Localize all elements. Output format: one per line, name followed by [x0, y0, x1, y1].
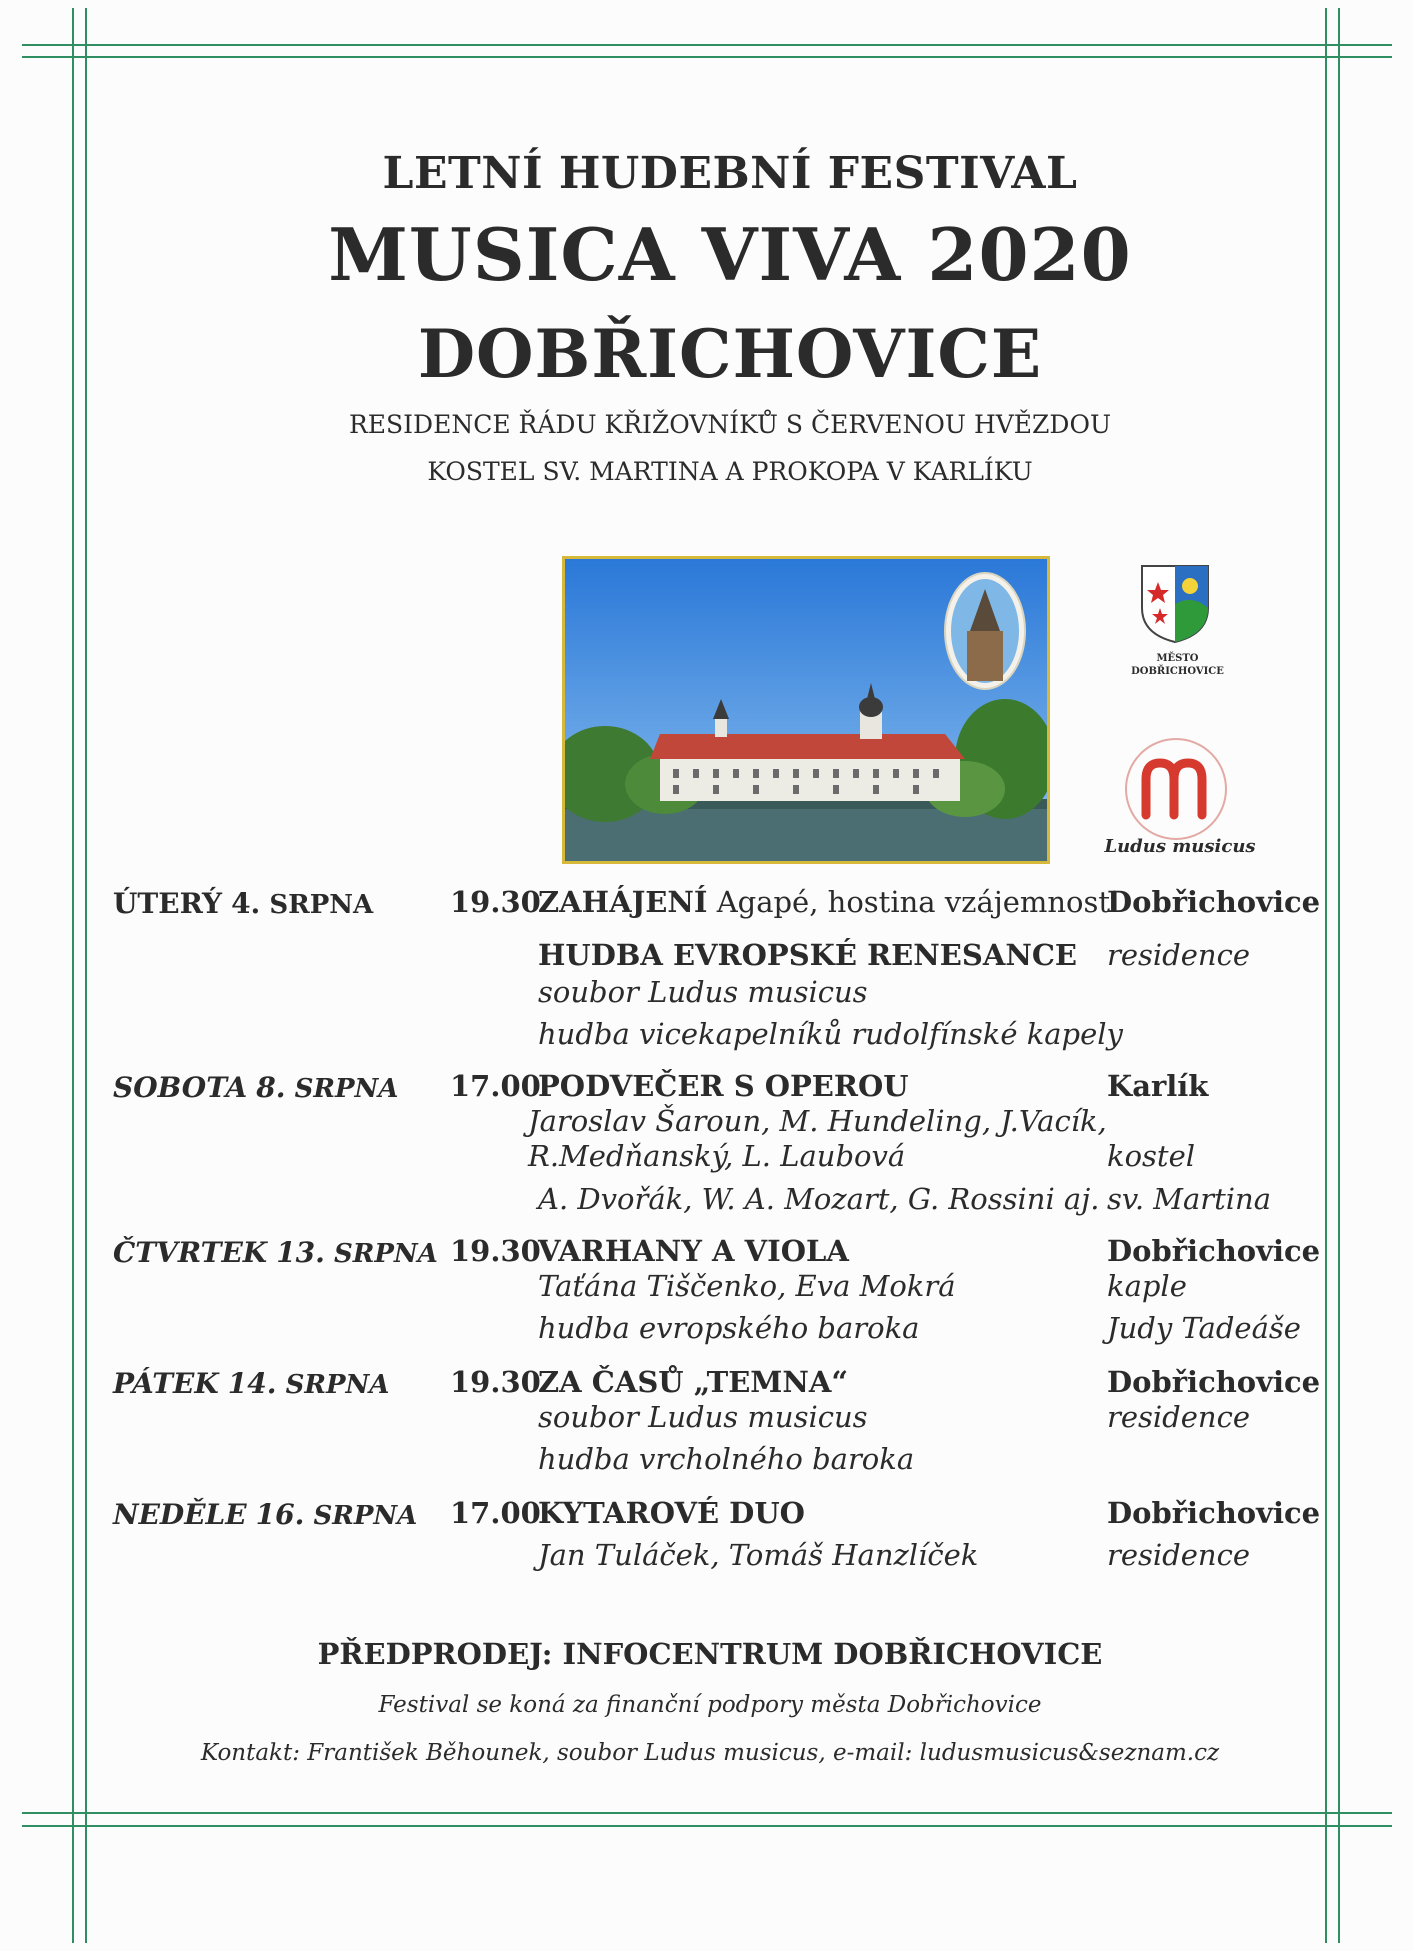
contact-info: Kontakt: František Běhounek, soubor Ludus musicus, e-mail: ludusmusicus&seznam.cz — [200, 1740, 1220, 1766]
event-3-title: VARHANY A VIOLA — [538, 1234, 849, 1268]
event-4-line-1: soubor Ludus musicus — [538, 1400, 868, 1434]
event-1-line-2: hudba vicekapelníků rudolfínské kapely — [538, 1017, 1123, 1051]
frame-top-line-1 — [22, 44, 1392, 46]
event-5-title: KYTAROVÉ DUO — [538, 1496, 805, 1530]
event-1-place: Dobřichovice — [1107, 885, 1321, 919]
funding-note: Festival se koná za finanční podpory města Dobřichovice — [378, 1692, 1042, 1718]
event-2-line-1: Jaroslav Šaroun, M. Hundeling, J.Vacík, — [528, 1104, 1107, 1138]
ludus-musicus-logo — [1120, 733, 1232, 845]
event-1-subtitle: HUDBA EVROPSKÉ RENESANCE — [538, 938, 1078, 972]
event-1-day: ÚTERÝ 4. SRPNA — [113, 887, 374, 920]
event-2-place-detail-2: sv. Martina — [1107, 1182, 1272, 1216]
event-3-place-detail-2: Judy Tadeáše — [1107, 1311, 1301, 1345]
event-4-day: PÁTEK 14. SRPNA — [113, 1367, 390, 1400]
event-5-place: Dobřichovice — [1107, 1496, 1321, 1530]
town-crest-logo — [1140, 564, 1210, 644]
festival-subtitle: LETNÍ HUDEBNÍ FESTIVAL — [382, 148, 1078, 199]
frame-right-line-2 — [1338, 8, 1340, 1943]
event-5-day: NEDĚLE 16. SRPNA — [113, 1498, 418, 1531]
event-4-title: ZA ČASŮ „TEMNA“ — [538, 1365, 849, 1399]
event-1-line-1: soubor Ludus musicus — [538, 975, 868, 1009]
event-2-line-2: R.Medňanský, L. Laubová — [528, 1139, 906, 1173]
event-4-place: Dobřichovice — [1107, 1365, 1321, 1399]
event-3-day: ČTVRTEK 13. SRPNA — [113, 1236, 438, 1269]
event-1-time: 19.30 — [450, 885, 541, 919]
event-3-place: Dobřichovice — [1107, 1234, 1321, 1268]
event-2-title: PODVEČER S OPEROU — [538, 1069, 909, 1103]
presale-info: PŘEDPRODEJ: INFOCENTRUM DOBŘICHOVICE — [317, 1637, 1103, 1671]
event-3-line-1: Taťána Tiščenko, Eva Mokrá — [538, 1269, 956, 1303]
crest-caption-line-2: DOBŘICHOVICE — [1131, 666, 1224, 677]
frame-right-line-1 — [1325, 8, 1327, 1943]
event-2-line-3: A. Dvořák, W. A. Mozart, G. Rossini aj. — [538, 1182, 1100, 1216]
event-1-place-detail: residence — [1107, 938, 1250, 972]
venue-line-1: RESIDENCE ŘÁDU KŘIŽOVNÍKŮ S ČERVENOU HVĚZDOU — [348, 410, 1112, 439]
frame-bottom-line-1 — [22, 1812, 1392, 1814]
event-5-place-detail: residence — [1107, 1538, 1250, 1572]
ludus-musicus-caption: Ludus musicus — [1104, 836, 1256, 857]
crest-caption-line-1: MĚSTO — [1156, 653, 1199, 664]
event-2-place-detail-1: kostel — [1107, 1139, 1196, 1173]
event-3-place-detail-1: kaple — [1107, 1269, 1187, 1303]
venue-line-2: KOSTEL SV. MARTINA A PROKOPA V KARLÍKU — [427, 457, 1033, 486]
frame-bottom-line-2 — [22, 1825, 1392, 1827]
town-crest-caption — [1110, 652, 1245, 678]
event-5-time: 17.00 — [450, 1496, 541, 1530]
event-4-line-2: hudba vrcholného baroka — [538, 1442, 915, 1476]
event-1-title: ZAHÁJENÍ Agapé, hostina vzájemnosti — [538, 885, 1120, 919]
event-3-time: 19.30 — [450, 1234, 541, 1268]
frame-left-line-1 — [72, 8, 74, 1943]
event-4-place-detail: residence — [1107, 1400, 1250, 1434]
event-2-place: Karlík — [1107, 1069, 1209, 1103]
event-2-day: SOBOTA 8. SRPNA — [113, 1071, 399, 1104]
festival-title: MUSICA VIVA 2020 — [328, 212, 1132, 297]
frame-top-line-2 — [22, 56, 1392, 58]
event-2-time: 17.00 — [450, 1069, 541, 1103]
festival-town: DOBŘICHOVICE — [417, 315, 1043, 393]
event-4-time: 19.30 — [450, 1365, 541, 1399]
event-3-line-2: hudba evropského baroka — [538, 1311, 920, 1345]
frame-left-line-2 — [85, 8, 87, 1943]
event-5-line-1: Jan Tuláček, Tomáš Hanzlíček — [538, 1538, 979, 1572]
residence-photo — [562, 556, 1050, 864]
